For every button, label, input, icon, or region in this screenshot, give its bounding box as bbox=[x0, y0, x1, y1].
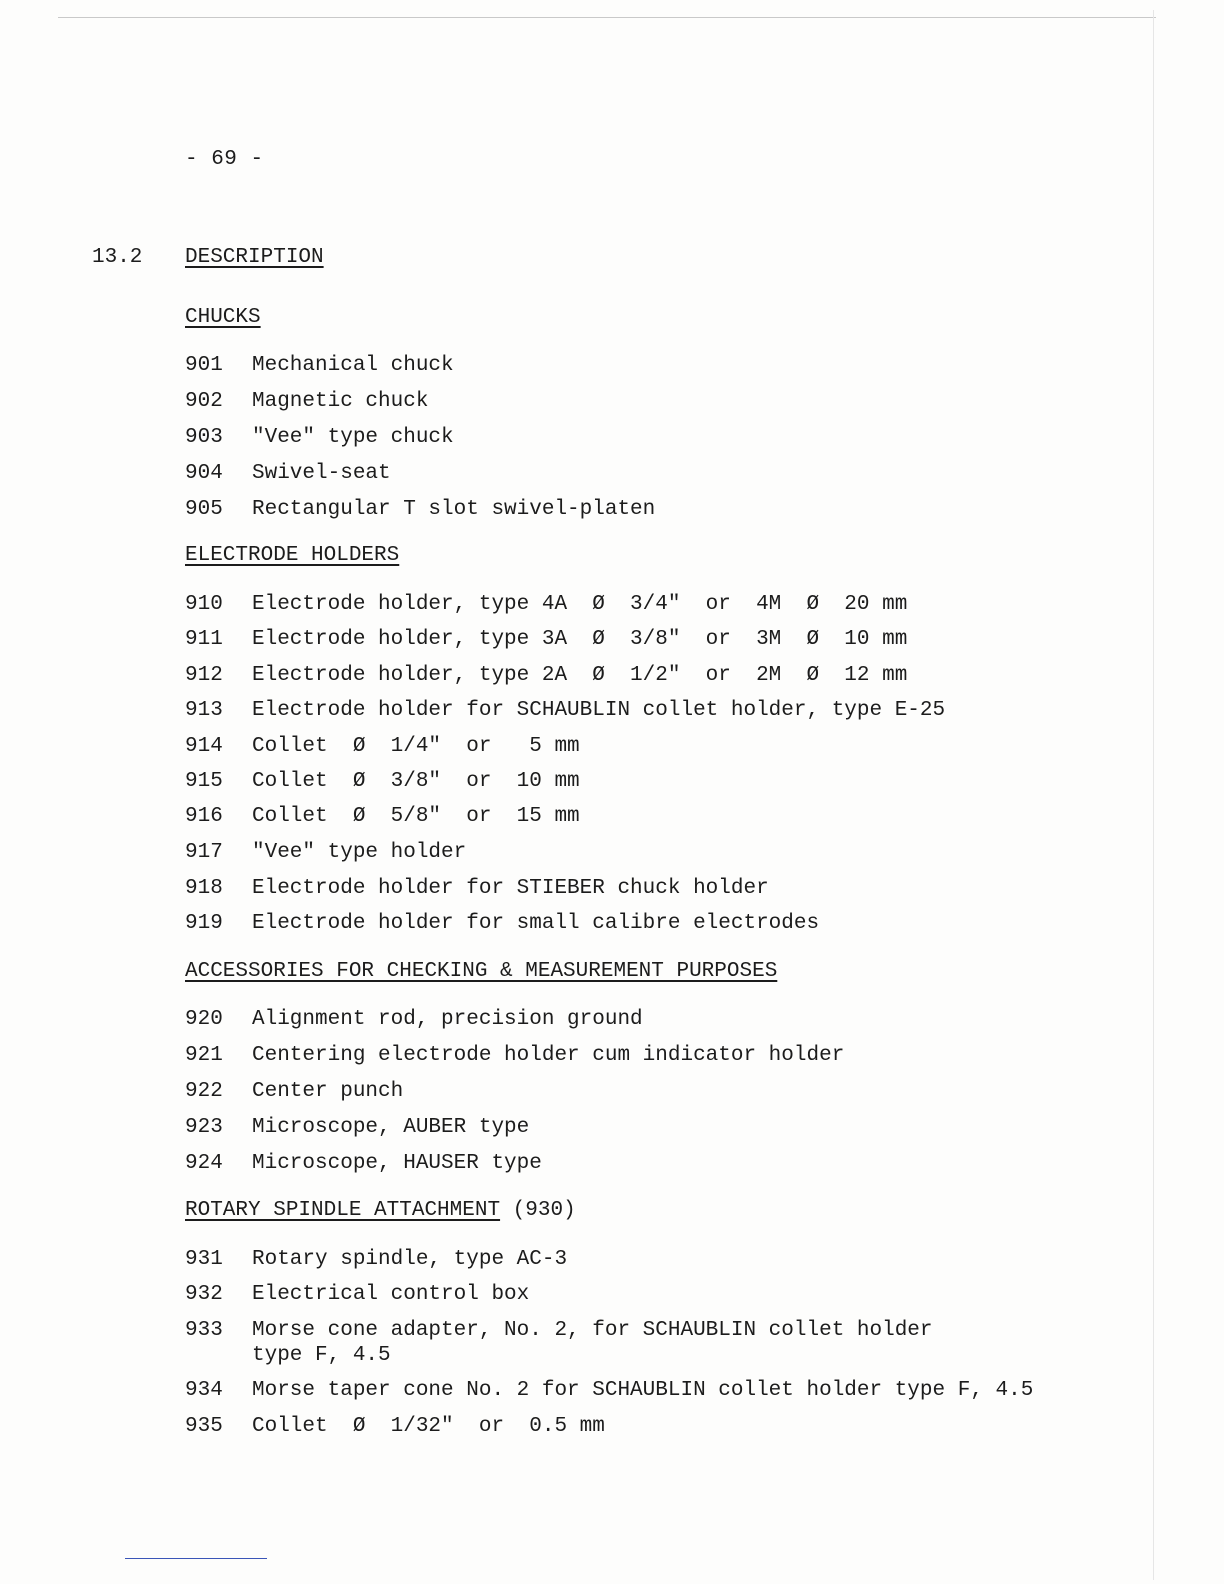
list-item bbox=[185, 497, 655, 522]
list-item bbox=[185, 911, 819, 936]
accessories-heading bbox=[185, 960, 777, 983]
item-code: 934 bbox=[185, 1379, 223, 1402]
list-item bbox=[185, 1043, 844, 1068]
item-text: Electrical control box bbox=[252, 1283, 530, 1306]
list-item bbox=[185, 461, 391, 486]
list-item bbox=[185, 353, 454, 378]
electrode-holders-heading bbox=[185, 544, 399, 567]
rotary-spindle-heading-code: (930) bbox=[500, 1199, 576, 1222]
item-code: 901 bbox=[185, 354, 223, 377]
list-item bbox=[185, 425, 454, 450]
item-code: 923 bbox=[185, 1116, 223, 1139]
item-text: Electrode holder, type 3A Ø 3/8" or 3M Ø 10 mm bbox=[252, 628, 908, 651]
item-code: 903 bbox=[185, 426, 223, 449]
item-text: Electrode holder for STIEBER chuck holder bbox=[252, 877, 769, 900]
page-edge bbox=[1153, 10, 1154, 1580]
item-text: Morse cone adapter, No. 2, for SCHAUBLIN collet holder bbox=[252, 1319, 933, 1342]
list-item bbox=[185, 1079, 403, 1104]
chucks-heading bbox=[185, 306, 261, 329]
item-code: 920 bbox=[185, 1008, 223, 1031]
list-item bbox=[185, 840, 466, 865]
list-item bbox=[185, 1378, 1033, 1403]
item-text: Collet Ø 1/32" or 0.5 mm bbox=[252, 1415, 605, 1438]
list-item bbox=[185, 1115, 529, 1140]
item-text: Rectangular T slot swivel-platen bbox=[252, 498, 656, 521]
item-text: Electrode holder, type 4A Ø 3/4" or 4M Ø 20 mm bbox=[252, 593, 908, 616]
item-text: Magnetic chuck bbox=[252, 390, 429, 413]
item-code: 932 bbox=[185, 1283, 223, 1306]
list-item bbox=[185, 1151, 542, 1176]
item-text: Centering electrode holder cum indicator holder bbox=[252, 1044, 845, 1067]
list-item bbox=[185, 1247, 567, 1272]
item-code: 911 bbox=[185, 628, 223, 651]
item-code: 912 bbox=[185, 664, 223, 687]
item-code: 905 bbox=[185, 498, 223, 521]
item-text-continuation: type F, 4.5 bbox=[252, 1344, 391, 1367]
electrode-holders-heading-text: ELECTRODE HOLDERS bbox=[185, 544, 400, 567]
list-item bbox=[185, 627, 907, 652]
item-code: 919 bbox=[185, 912, 223, 935]
item-text: Collet Ø 1/4" or 5 mm bbox=[252, 735, 580, 758]
item-code: 916 bbox=[185, 805, 223, 828]
item-text: Electrode holder for SCHAUBLIN collet holder, type E-25 bbox=[252, 699, 946, 722]
item-text: Rotary spindle, type AC-3 bbox=[252, 1248, 568, 1271]
list-item bbox=[185, 769, 580, 794]
item-text: Morse taper cone No. 2 for SCHAUBLIN collet holder type F, 4.5 bbox=[252, 1379, 1034, 1402]
chucks-heading-text: CHUCKS bbox=[185, 306, 261, 329]
list-item bbox=[185, 876, 769, 901]
list-item bbox=[185, 734, 580, 759]
list-item bbox=[185, 1414, 605, 1439]
item-text: Alignment rod, precision ground bbox=[252, 1008, 643, 1031]
item-code: 921 bbox=[185, 1044, 223, 1067]
rotary-spindle-heading bbox=[185, 1199, 576, 1222]
item-code: 915 bbox=[185, 770, 223, 793]
section-title bbox=[185, 246, 324, 269]
list-item bbox=[185, 804, 580, 829]
accessories-heading-text: ACCESSORIES FOR CHECKING & MEASUREMENT PURPOSES bbox=[185, 960, 778, 983]
list-item bbox=[185, 389, 428, 414]
item-code: 910 bbox=[185, 593, 223, 616]
item-code: 931 bbox=[185, 1248, 223, 1271]
item-text: Center punch bbox=[252, 1080, 404, 1103]
item-text: "Vee" type chuck bbox=[252, 426, 454, 449]
item-code: 914 bbox=[185, 735, 223, 758]
item-code: 922 bbox=[185, 1080, 223, 1103]
list-item bbox=[185, 592, 907, 617]
top-rule bbox=[58, 17, 1156, 18]
item-code: 904 bbox=[185, 462, 223, 485]
item-text: Mechanical chuck bbox=[252, 354, 454, 377]
list-item bbox=[185, 663, 907, 688]
list-item bbox=[185, 1007, 643, 1032]
section-number: 13.2 bbox=[92, 246, 143, 269]
page-number: - 69 - bbox=[185, 148, 264, 171]
item-text: Microscope, AUBER type bbox=[252, 1116, 530, 1139]
item-text: Swivel-seat bbox=[252, 462, 391, 485]
bottom-rule bbox=[125, 1558, 267, 1559]
item-text: "Vee" type holder bbox=[252, 841, 467, 864]
item-text: Collet Ø 5/8" or 15 mm bbox=[252, 805, 580, 828]
item-text: Collet Ø 3/8" or 10 mm bbox=[252, 770, 580, 793]
list-item bbox=[185, 1282, 529, 1307]
item-code: 935 bbox=[185, 1415, 223, 1438]
item-text: Electrode holder, type 2A Ø 1/2" or 2M Ø 12 mm bbox=[252, 664, 908, 687]
item-text: Electrode holder for small calibre electrodes bbox=[252, 912, 820, 935]
section-title-text: DESCRIPTION bbox=[185, 246, 324, 269]
item-code: 913 bbox=[185, 699, 223, 722]
list-item bbox=[185, 1318, 933, 1368]
list-item bbox=[185, 698, 945, 723]
item-code: 902 bbox=[185, 390, 223, 413]
item-code: 933 bbox=[185, 1319, 223, 1342]
item-text: Microscope, HAUSER type bbox=[252, 1152, 542, 1175]
item-code: 924 bbox=[185, 1152, 223, 1175]
item-code: 918 bbox=[185, 877, 223, 900]
item-code: 917 bbox=[185, 841, 223, 864]
rotary-spindle-heading-text: ROTARY SPINDLE ATTACHMENT bbox=[185, 1199, 501, 1222]
